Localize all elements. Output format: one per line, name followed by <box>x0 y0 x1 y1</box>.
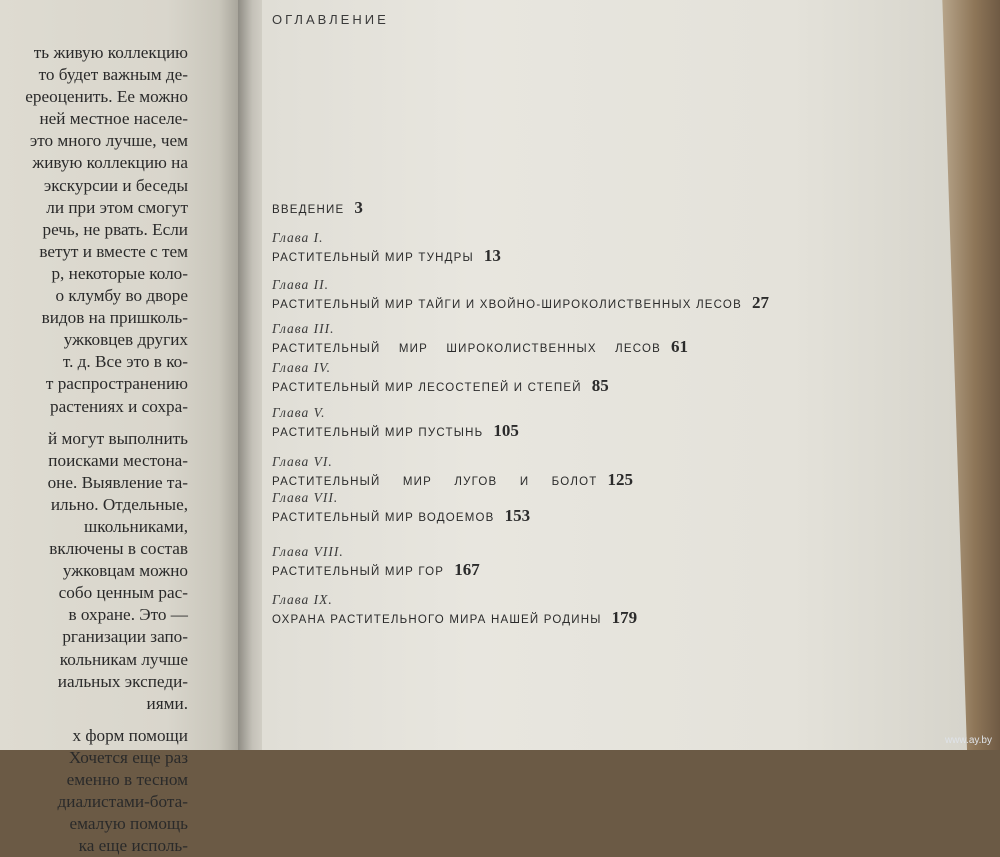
text-line: это много лучше, чем <box>29 131 188 151</box>
text-line: то будет важным де- <box>38 65 188 85</box>
text-line: т распространению <box>45 374 188 394</box>
text-line: ужковцам можно <box>62 561 188 581</box>
text-line: речь, не рвать. Если <box>42 219 188 239</box>
text-line: емалую помощь <box>69 814 188 834</box>
text-line: экскурсии и беседы <box>43 175 188 195</box>
toc-entry-intro <box>272 198 363 218</box>
toc-entry-title: ВВЕДЕНИЕ <box>272 204 345 216</box>
text-line: рганизации запо- <box>62 627 188 647</box>
toc-entry-page: 27 <box>751 293 769 312</box>
text-line: поисками местона- <box>48 450 188 470</box>
toc-entry-page: 167 <box>454 560 480 579</box>
toc-chapter-label: Глава VI. <box>272 454 333 469</box>
text-line: ильно. Отдельные, <box>50 494 188 514</box>
left-page-text <box>0 42 188 857</box>
text-line: видов на пришколь- <box>41 308 188 328</box>
toc-entry-title: РАСТИТЕЛЬНЫЙ МИР ЛУГОВ И БОЛОТ <box>272 476 598 488</box>
toc-chapter-label: Глава II. <box>272 277 330 292</box>
toc-chapter-label: Глава IV. <box>272 360 332 375</box>
text-line: ть живую коллекцию <box>33 43 188 62</box>
text-line: ужковцев других <box>63 330 188 350</box>
toc-chapter-label: Глава VIII. <box>272 544 344 559</box>
text-line: ли при этом смогут <box>46 197 188 217</box>
toc-heading: ОГЛАВЛЕНИЕ <box>272 12 389 27</box>
toc-entry-title: РАСТИТЕЛЬНЫЙ МИР ТАЙГИ И ХВОЙНО-ШИРОКОЛИСТВЕННЫХ ЛЕСОВ <box>272 299 742 311</box>
text-line: Хочется еще раз <box>68 747 188 767</box>
text-line: й могут выполнить <box>48 428 188 448</box>
left-page <box>0 0 238 856</box>
text-line: т. д. Все это в ко- <box>62 352 188 372</box>
toc-entry-chapter-8 <box>272 544 480 580</box>
toc-chapter-label: Глава III. <box>272 321 335 336</box>
toc-entry-page: 61 <box>670 337 688 356</box>
toc-chapter-label: Глава VII. <box>272 490 339 505</box>
text-line: ереоценить. Ее можно <box>25 87 188 107</box>
toc-entry-chapter-9 <box>272 592 637 628</box>
text-line: школьниками, <box>84 516 188 536</box>
text-line: растениях и сохра- <box>49 396 188 416</box>
text-line: иальных экспеди- <box>57 671 188 691</box>
toc-entry-title: РАСТИТЕЛЬНЫЙ МИР ПУСТЫНЬ <box>272 427 484 439</box>
watermark: www.ay.by <box>944 735 992 746</box>
toc-entry-page: 125 <box>607 470 633 489</box>
text-line: ветут и вместе с тем <box>39 241 188 261</box>
toc-entry-title: РАСТИТЕЛЬНЫЙ МИР ШИРОКОЛИСТВЕННЫХ ЛЕСОВ <box>272 343 661 355</box>
toc-entry-chapter-4 <box>272 360 609 396</box>
text-line: кольникам лучше <box>59 649 188 669</box>
toc-entry-title: РАСТИТЕЛЬНЫЙ МИР ТУНДРЫ <box>272 252 474 264</box>
toc-chapter-label: Глава I. <box>272 230 324 245</box>
text-line: ней местное населе- <box>39 109 188 129</box>
text-line: включены в состав <box>49 539 188 559</box>
text-line: ка еще исполь- <box>78 836 188 856</box>
toc-chapter-label: Глава V. <box>272 405 326 420</box>
toc-entry-chapter-2 <box>272 277 769 313</box>
text-line: р, некоторые коло- <box>51 263 188 283</box>
text-line: о клумбу во дворе <box>55 286 188 306</box>
text-line: еменно в тесном <box>66 770 188 789</box>
toc-entry-page: 13 <box>483 246 501 265</box>
toc-entry-title: ОХРАНА РАСТИТЕЛЬНОГО МИРА НАШЕЙ РОДИНЫ <box>272 614 602 626</box>
toc-entry-chapter-6 <box>272 454 633 490</box>
text-line: в охране. Это — <box>68 605 188 625</box>
toc-entry-page: 3 <box>354 198 363 217</box>
text-line: оне. Выявление та- <box>47 472 188 492</box>
toc-entry-chapter-3 <box>272 321 688 357</box>
toc-entry-title: РАСТИТЕЛЬНЫЙ МИР ГОР <box>272 566 445 578</box>
toc-chapter-label: Глава IX. <box>272 592 333 607</box>
paragraph-gap <box>0 715 188 725</box>
toc-entry-chapter-5 <box>272 405 519 441</box>
toc-entry-chapter-1 <box>272 230 501 266</box>
toc-entry-title: РАСТИТЕЛЬНЫЙ МИР ЛЕСОСТЕПЕЙ И СТЕПЕЙ <box>272 382 582 394</box>
toc-entry-title: РАСТИТЕЛЬНЫЙ МИР ВОДОЕМОВ <box>272 512 495 524</box>
text-line: диалистами-бота- <box>57 792 188 812</box>
toc-entry-page: 153 <box>504 506 531 525</box>
toc-entry-chapter-7 <box>272 490 530 526</box>
text-line: х форм помощи <box>72 725 188 745</box>
text-line: собо ценным рас- <box>58 583 188 603</box>
toc-entry-page: 179 <box>611 608 638 627</box>
text-line: иями. <box>146 693 188 713</box>
toc-entry-page: 105 <box>493 421 519 440</box>
paragraph-gap <box>0 418 188 428</box>
toc-entry-page: 85 <box>591 376 609 395</box>
text-line: живую коллекцию на <box>32 153 188 173</box>
